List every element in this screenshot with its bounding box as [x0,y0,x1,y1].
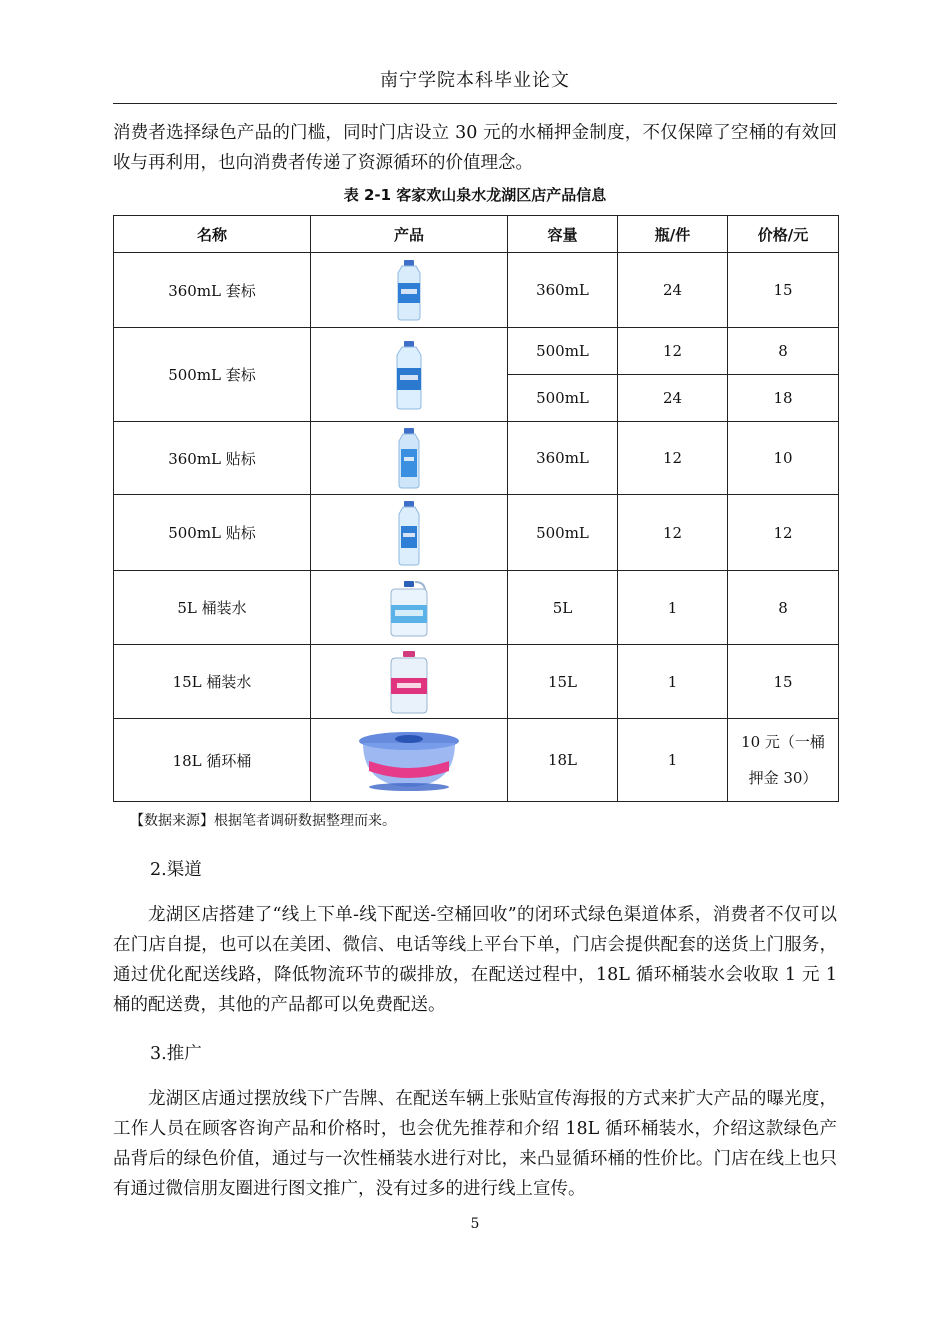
table-row [114,719,839,802]
cell-product-image [311,719,508,802]
table-row [114,422,839,495]
jug-5l-image [387,579,431,637]
table-header-row [114,216,839,253]
table-caption: 表 2-1 客家欢山泉水龙湖区店产品信息 [343,186,607,204]
cell-capacity: 500mL [508,375,618,422]
header-divider [113,103,837,104]
barrel-18l-image [353,727,465,793]
cell-product-image [311,253,508,328]
bottle-360ml-sleeve-image [392,259,426,321]
cell-name: 500mL 贴标 [114,495,311,571]
cell-price [728,719,839,802]
cell-product-image [311,328,508,422]
table-row [114,571,839,645]
cell-price: 18 [728,375,839,422]
cell-per-case: 12 [618,495,728,571]
cell-price: 10 [728,422,839,495]
cell-capacity: 18L [508,719,618,802]
table-row [114,495,839,571]
table-row [114,253,839,328]
cell-per-case: 1 [618,571,728,645]
cell-name: 500mL 套标 [114,328,311,422]
bottle-360ml-sticker-image [394,427,424,489]
cell-capacity: 15L [508,645,618,719]
cell-per-case: 24 [618,375,728,422]
paragraph-promotion: 龙湖区店通过摆放线下广告牌、在配送车辆上张贴宣传海报的方式来扩大产品的曝光度，工作人员在顾客咨询产品和价格时，也会优先推荐和介绍 18L 循环桶装水，介绍这款绿色产品背后的绿色价值，通过与一次性桶装水进行对比，来凸显循环桶的性价比。门店在线上也只有通过微信朋友圈进行图文推广，没有过多的进行线上宣传。 [113,1089,837,1199]
page-number: 5 [470,1216,480,1232]
cell-per-case: 1 [618,719,728,802]
cell-product-image [311,495,508,571]
section-heading-channel: 2.渠道 [150,860,202,880]
cell-per-case: 1 [618,645,728,719]
cell-price: 12 [728,495,839,571]
col-header-price: 价格/元 [728,216,839,253]
cell-price: 15 [728,253,839,328]
cell-name: 360mL 贴标 [114,422,311,495]
cell-price-line1: 10 元（一桶 [741,733,825,751]
cell-product-image [311,645,508,719]
cell-name: 18L 循环桶 [114,719,311,802]
cell-capacity: 360mL [508,253,618,328]
paragraph-intro: 消费者选择绿色产品的门槛，同时门店设立 30 元的水桶押金制度，不仅保障了空桶的有效回收与再利用，也向消费者传递了资源循环的价值理念。 [113,123,837,173]
cell-per-case: 12 [618,422,728,495]
cell-price-line2: 押金 30） [748,769,818,787]
cell-product-image [311,422,508,495]
bottle-500ml-sticker-image [393,500,425,566]
cell-capacity: 500mL [508,328,618,375]
cell-capacity: 5L [508,571,618,645]
page-header-title: 南宁学院本科毕业论文 [380,70,570,91]
cell-price: 8 [728,571,839,645]
product-table [113,215,839,802]
cell-capacity: 500mL [508,495,618,571]
cell-name: 15L 桶装水 [114,645,311,719]
bottle-500ml-sleeve-image [391,340,427,410]
table-source-note: 【数据来源】根据笔者调研数据整理而来。 [130,813,396,829]
cell-price: 8 [728,328,839,375]
cell-name: 5L 桶装水 [114,571,311,645]
table-row [114,328,839,375]
cell-per-case: 24 [618,253,728,328]
paragraph-channel: 龙湖区店搭建了“线上下单-线下配送-空桶回收”的闭环式绿色渠道体系，消费者不仅可以在门店自提，也可以在美团、微信、电话等线上平台下单，门店会提供配套的送货上门服务，通过优化配送线路，降低物流环节的碳排放，在配送过程中，18L 循环桶装水会收取 1 元 1 桶的配送费，其他的产品都可以免费配送。 [113,905,837,1015]
cell-capacity: 360mL [508,422,618,495]
cell-per-case: 12 [618,328,728,375]
col-header-name: 名称 [114,216,311,253]
cell-price: 15 [728,645,839,719]
table-row [114,645,839,719]
cell-name: 360mL 套标 [114,253,311,328]
col-header-per-case: 瓶/件 [618,216,728,253]
section-heading-promotion: 3.推广 [150,1044,202,1064]
jug-15l-image [387,650,431,714]
cell-product-image [311,571,508,645]
col-header-capacity: 容量 [508,216,618,253]
col-header-product: 产品 [311,216,508,253]
